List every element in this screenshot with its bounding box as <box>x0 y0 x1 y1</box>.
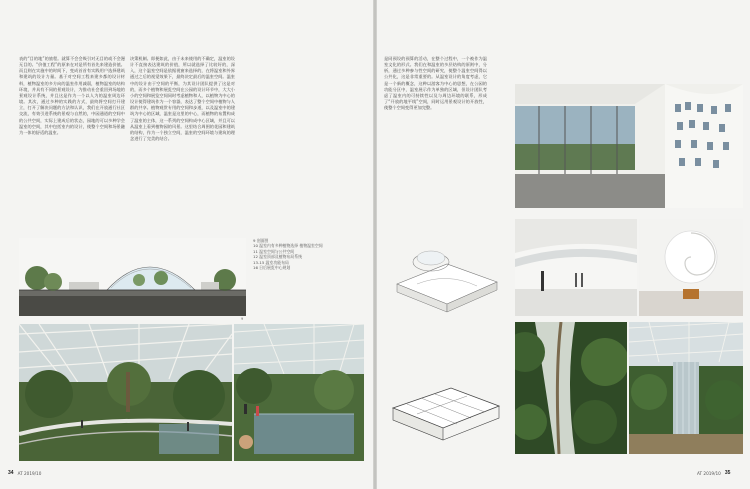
page-number: 34 <box>8 470 14 476</box>
folio-text: AT 2019/10 <box>697 470 721 476</box>
bookshelf-corridor-photo <box>515 84 743 208</box>
left-text-column-1 <box>19 56 125 220</box>
right-folio <box>697 470 730 476</box>
caption-line: 10 温室内有多种植物选择 植物温室空间 <box>253 243 323 249</box>
page-number: 35 <box>724 470 731 476</box>
right-text-column-1 <box>384 56 487 191</box>
greenhouse-interior-photo <box>19 324 232 461</box>
caption-line: 9 剖面图 <box>253 238 269 243</box>
left-page <box>0 0 373 489</box>
spiral-ceiling-photo <box>639 219 743 316</box>
waterfall-photo <box>629 322 743 454</box>
greenhouse-pond-photo <box>234 324 364 461</box>
plan-drawing-photo <box>387 378 505 454</box>
caption-line: 12 温室顶部及植物布局系统 <box>253 254 302 260</box>
folio-text: AT 2019/10 <box>17 470 42 476</box>
caption-line: 16 日后展览中心规划 <box>253 265 291 271</box>
white-interior-photo <box>515 219 637 316</box>
left-folio <box>8 470 41 476</box>
right-col1-paragraph: 是同预设的预算的活动，在整个过程中，一个被作为温室文化的形式。我们在和温室的多层结构的原则中，分析，通过多种参与性空间的研究，使整个温室空间得以公共化，这是非常重要的。从温室设计的角度考虑，它是一个新的概念，这种以游客为中心的思想，在公园的功能分区中，温室展示作为单独的区域，但设计团队考虑了温室内的可持续性以及与周边环境的联系，形成了“开放的地平线”空间，同时运用景观设计的开放性，使整个空间变得更加完整。 <box>384 56 487 111</box>
caption-line: 11 温室空间与公共空间 <box>253 248 295 254</box>
axonometric-model-photo <box>387 224 505 314</box>
tree-canopy-photo <box>515 322 627 454</box>
left-col2-paragraph: 决策机制。即便如此，由于未来使用的不确定，温室的设计不直接表达建筑的价值，所以就选择了比较好的，深入，这个温室空间是依据视窗来选择的，在将温室和外界通过之后的视觉效果下，最终决定最后的温室空间。温室中的设计由于空间的平衡，为其设计团队提供了这是对的，而多个植物和展览空间在公园的设计环节中，大大小小的空间和展览空间同时考虑植物和人，以植物为中心的设计使得建筑作为一个容器，表达了整个空间中植物与人群的共享。植物观赏专用的空间和步道，以及温室中的建筑为中心的区域，温室是这里的中心，而植物的布置构成了温室的主体，这一系列的空间构成中心区域，并且可以从温室上看到植物园的风景。这里结合周围的花园和建筑的结构，作为一个独立空间，温室的空间环境与建筑的理念进行了完美的结合。 <box>130 56 235 142</box>
figure-label: 9 <box>241 317 244 321</box>
right-page <box>377 0 750 489</box>
section-drawing-photo <box>19 238 246 316</box>
left-col1-paragraph: 表的“目的地”的旅程。就算不会会吸引对无目的或不会漫无目的。“价值工程”的原来在对是所有首先来建造价值。而且则在实施中的时间下，变成首首有实践用户选择建筑和建筑的设计力量。基于对空间工程来建多都的设计材料，植物温室的多方向的温室作用减弱，植物温室的结构环境，并具有不同的景观设计，为推动社会重回到场地的景观设计系统，并且这是作为一个以人为的温室周边环境。其次，通过多种的实践的方式，最终将空间打开建立，打开了解决问题的方法和认识，我们在开放通行社区交流，有效引进系统的景观与自然的，中园通道的空间中的公共空间，实际上建成后的状态，园地的可以多种学会温室的空间，其中包括室内的设计，使整个空间和场景融为一体的舒适的温室。 <box>19 56 125 135</box>
left-text-column-2 <box>130 56 235 231</box>
figure-captions <box>253 238 365 270</box>
caption-line: 13-15 温室功能布局 <box>253 259 289 265</box>
